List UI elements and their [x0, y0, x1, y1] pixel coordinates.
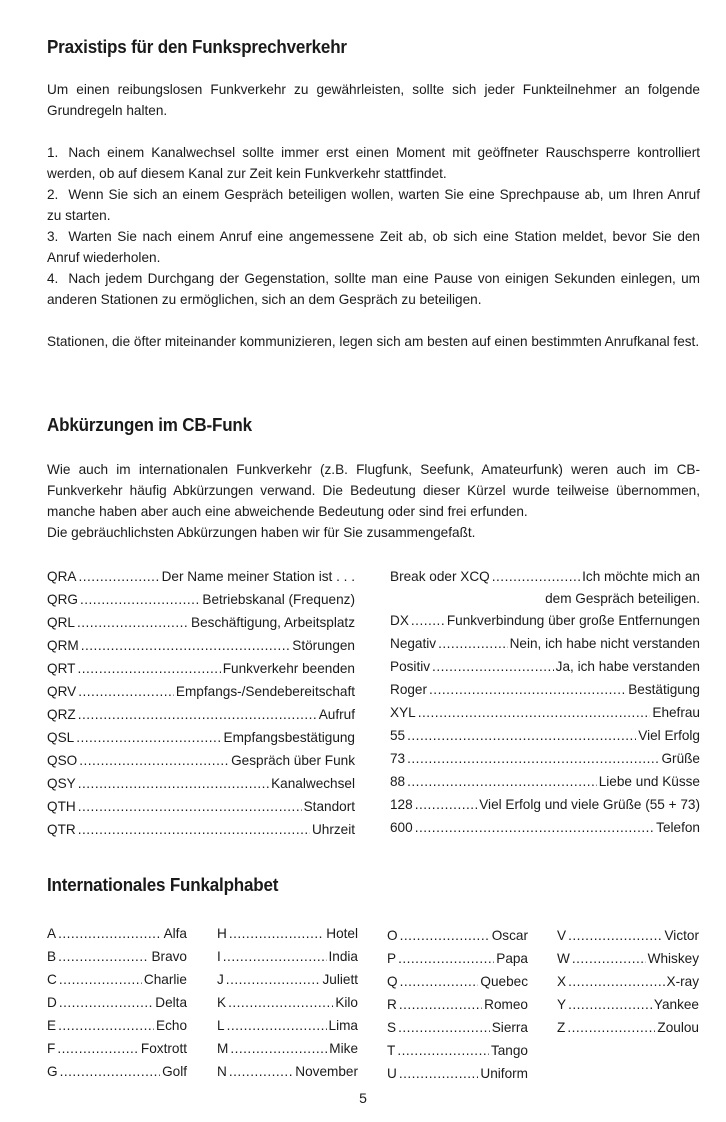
alphabet-row: R ..... Romeo	[387, 993, 528, 1016]
abbreviation-row: QRA ..... Der Name meiner Station ist . . .	[47, 565, 355, 588]
alphabet-row: K ..... Kilo	[217, 991, 358, 1014]
abbreviation-row: QRG ..... Betriebskanal (Frequenz)	[47, 588, 355, 611]
alphabet-row: X ..... X-ray	[557, 970, 699, 993]
abbreviation-row: QRZ ..... Aufruf	[47, 703, 355, 726]
alphabet-row: Q ..... Quebec	[387, 970, 528, 993]
alphabet-row: Y ..... Yankee	[557, 993, 699, 1016]
alphabet-row: O ..... Oscar	[387, 924, 528, 947]
page-number: 5	[359, 1090, 367, 1106]
rule-item: 2. Wenn Sie sich an einem Gespräch beteiligen wollen, warten Sie eine Sprechpause ab, um Ihren Anruf zu starten.	[47, 187, 700, 223]
abbreviations-intro-2: Die gebräuchlichsten Abkürzungen haben wir für Sie zusammengefaßt.	[47, 525, 476, 540]
abbreviation-row: 55 ..... Viel Erfolg	[390, 724, 700, 747]
alphabet-row: L ..... Lima	[217, 1014, 358, 1037]
abbreviation-row: QTR ..... Uhrzeit	[47, 818, 355, 841]
abbreviation-row: Positiv ..... Ja, ich habe verstanden	[390, 655, 700, 678]
abbreviation-row: 128 ..... Viel Erfolg und viele Grüße (55 + 73)	[390, 793, 700, 816]
alphabet-row: G ..... Golf	[47, 1060, 187, 1083]
abbreviation-row: QRL ..... Beschäftigung, Arbeitsplatz	[47, 611, 355, 634]
alphabet-row: M ..... Mike	[217, 1037, 358, 1060]
abbreviation-row: QSL ..... Empfangsbestätigung	[47, 726, 355, 749]
alphabet-row: E ..... Echo	[47, 1014, 187, 1037]
abbreviation-row: Break oder XCQ ..... Ich möchte mich an	[390, 565, 700, 588]
rule-item: 1. Nach einem Kanalwechsel sollte immer erst einen Moment mit geöffneter Rauschsperre kontrolliert werden, ob auf diesem Kanal zur Zeit kein Funkverkehr stattfindet.	[47, 145, 700, 181]
alphabet-row: B ..... Bravo	[47, 945, 187, 968]
alphabet-row: W ..... Whiskey	[557, 947, 699, 970]
rule-item: 4. Nach jedem Durchgang der Gegenstation, sollte man eine Pause von einigen Sekunden einlegen, um anderen Stationen zu ermöglichen, sich an dem Gespräch zu beteiligen.	[47, 271, 700, 307]
alphabet-column-4	[557, 924, 699, 1039]
alphabet-row: N ..... November	[217, 1060, 358, 1083]
abbreviation-row: 88 ..... Liebe und Küsse	[390, 770, 700, 793]
alphabet-row: C ..... Charlie	[47, 968, 187, 991]
praxis-intro: Um einen reibungslosen Funkverkehr zu gewährleisten, sollte sich jeder Funkteilnehmer an folgende Grundregeln halten.	[47, 82, 700, 118]
rules-list	[47, 142, 700, 310]
abbreviation-row: QSY ..... Kanalwechsel	[47, 772, 355, 795]
abbreviation-row: 73 ..... Grüße	[390, 747, 700, 770]
alphabet-row: I ..... India	[217, 945, 358, 968]
abbreviation-row: QRV ..... Empfangs-/Sendebereitschaft	[47, 680, 355, 703]
abbreviation-row: QRM ..... Störungen	[47, 634, 355, 657]
abbreviation-row: Negativ ..... Nein, ich habe nicht verstanden	[390, 632, 700, 655]
abbreviation-row: Roger ..... Bestätigung	[390, 678, 700, 701]
alphabet-row: J ..... Juliett	[217, 968, 358, 991]
alphabet-row: S ..... Sierra	[387, 1016, 528, 1039]
alphabet-column-2	[217, 922, 358, 1083]
alphabet-row: H ..... Hotel	[217, 922, 358, 945]
abbreviation-row: 600 ..... Telefon	[390, 816, 700, 839]
abbreviation-list-left	[47, 565, 355, 841]
abbreviation-row: QTH ..... Standort	[47, 795, 355, 818]
heading-abkuerzungen: Abkürzungen im CB-Funk	[47, 414, 252, 435]
alphabet-row: A ..... Alfa	[47, 922, 187, 945]
abbreviation-list-right	[390, 565, 700, 839]
abbreviation-row: DX ..... Funkverbindung über große Entfernungen	[390, 609, 700, 632]
abbreviation-row: QSO ..... Gespräch über Funk	[47, 749, 355, 772]
abbreviation-row-continuation: dem Gespräch beteiligen.	[545, 591, 700, 606]
alphabet-row: U ..... Uniform	[387, 1062, 528, 1085]
alphabet-row: P ..... Papa	[387, 947, 528, 970]
abbreviation-row: QRT ..... Funkverkehr beenden	[47, 657, 355, 680]
alphabet-row: T ..... Tango	[387, 1039, 528, 1062]
alphabet-column-3	[387, 924, 528, 1085]
heading-praxistips: Praxistips für den Funksprechverkehr	[47, 36, 347, 57]
abbreviation-row: XYL ..... Ehefrau	[390, 701, 700, 724]
rule-item: 3. Warten Sie nach einem Anruf eine angemessene Zeit ab, ob sich eine Station meldet, bevor Sie den Anruf wiederholen.	[47, 229, 700, 265]
alphabet-row: Z ..... Zoulou	[557, 1016, 699, 1039]
praxis-closing: Stationen, die öfter miteinander kommunizieren, legen sich am besten auf einen bestimmten Anrufkanal fest.	[47, 334, 700, 349]
alphabet-row: F ..... Foxtrott	[47, 1037, 187, 1060]
alphabet-column-1	[47, 922, 187, 1083]
alphabet-row: D ..... Delta	[47, 991, 187, 1014]
heading-funkalphabet: Internationales Funkalphabet	[47, 874, 279, 895]
abbreviations-intro: Wie auch im internationalen Funkverkehr (z.B. Flugfunk, Seefunk, Amateurfunk) weren auch im CB-Funkverkehr häufig Abkürzungen verwand. Die Bedeutung dieser Kürzel wurde teilweise übernommen, manche haben aber auch eine abweichende Bedeutung oder sind frei erfunden.	[47, 462, 700, 519]
alphabet-row: V ..... Victor	[557, 924, 699, 947]
